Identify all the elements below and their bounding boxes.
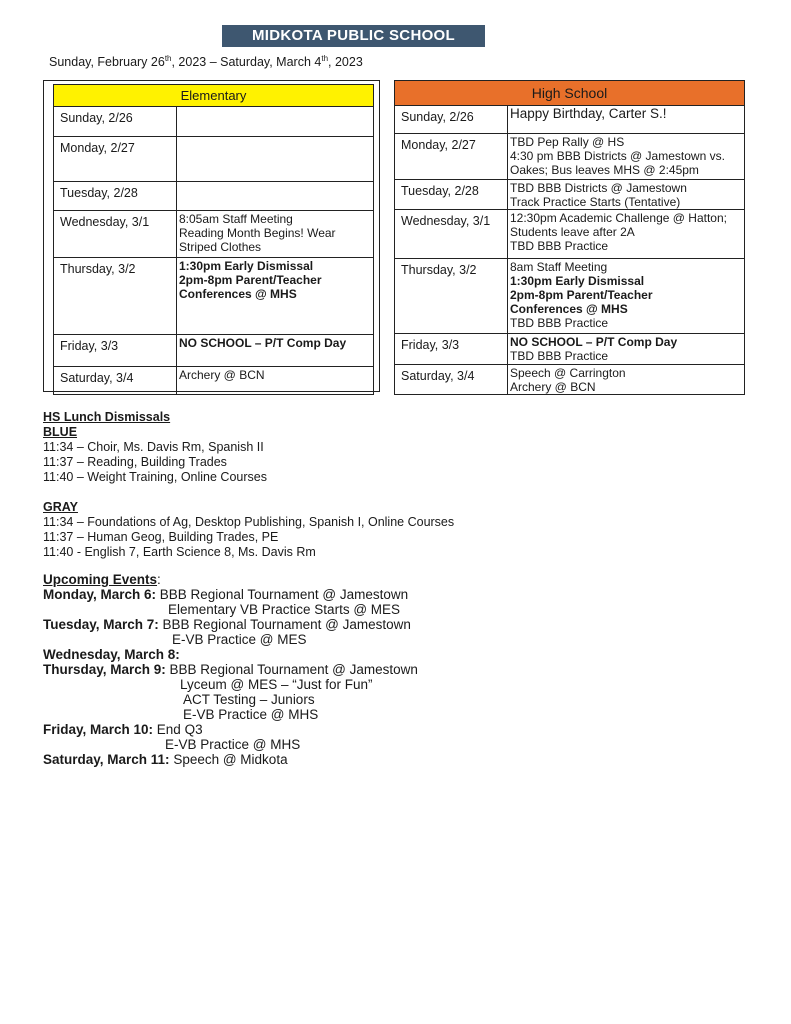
gray-label: GRAY bbox=[43, 500, 78, 514]
events-cell bbox=[177, 211, 374, 258]
event-line: Oakes; Bus leaves MHS @ 2:45pm bbox=[510, 163, 699, 177]
event-line: Students leave after 2A bbox=[510, 225, 635, 239]
event-line: Conferences @ MHS bbox=[510, 302, 628, 316]
event-row bbox=[43, 692, 418, 707]
event-date-label: Friday, March 10: bbox=[43, 722, 154, 737]
event-row bbox=[43, 707, 418, 722]
day-cell: Friday, 3/3 bbox=[54, 335, 177, 367]
event-date-label: Monday, March 6: bbox=[43, 587, 157, 602]
day-cell: Tuesday, 2/28 bbox=[395, 180, 508, 210]
elementary-header: Elementary bbox=[54, 85, 374, 107]
event-line: 8:05am Staff Meeting bbox=[179, 212, 293, 226]
dismissal-line: 11:37 – Human Geog, Building Trades, PE bbox=[43, 530, 279, 544]
day-cell: Sunday, 2/26 bbox=[395, 106, 508, 134]
day-cell: Saturday, 3/4 bbox=[54, 367, 177, 395]
event-line: 2pm-8pm Parent/Teacher bbox=[510, 288, 653, 302]
dismissal-line: 11:40 - English 7, Earth Science 8, Ms. Davis Rm bbox=[43, 545, 316, 559]
event-row bbox=[43, 752, 418, 767]
event-line: 2pm-8pm Parent/Teacher bbox=[179, 273, 322, 287]
events-cell bbox=[508, 365, 745, 395]
event-line: TBD BBB Practice bbox=[510, 316, 609, 330]
day-cell: Saturday, 3/4 bbox=[395, 365, 508, 395]
event-text: E-VB Practice @ MES bbox=[172, 632, 307, 647]
schedule-row bbox=[54, 211, 374, 258]
event-row bbox=[43, 722, 418, 737]
event-line: TBD Pep Rally @ HS bbox=[510, 135, 625, 149]
dismissal-line: 11:34 – Foundations of Ag, Desktop Publishing, Spanish I, Online Courses bbox=[43, 515, 455, 529]
schedule-row bbox=[395, 106, 745, 134]
elementary-schedule-table bbox=[53, 84, 374, 395]
upcoming-heading: Upcoming Events bbox=[43, 572, 158, 587]
day-cell: Thursday, 3/2 bbox=[54, 258, 177, 335]
day-cell: Wednesday, 3/1 bbox=[54, 211, 177, 258]
schedule-row bbox=[395, 259, 745, 334]
event-line: 4:30 pm BBB Districts @ Jamestown vs. bbox=[510, 149, 725, 163]
schedule-row bbox=[54, 367, 374, 395]
events-cell bbox=[177, 182, 374, 211]
event-line: 1:30pm Early Dismissal bbox=[510, 274, 645, 288]
event-line: 12:30pm Academic Challenge @ Hatton; bbox=[510, 211, 727, 225]
event-row bbox=[43, 647, 418, 662]
event-date-label: Saturday, March 11: bbox=[43, 752, 170, 767]
event-line: 1:30pm Early Dismissal bbox=[179, 259, 314, 273]
gray-list bbox=[43, 515, 454, 560]
event-text: BBB Regional Tournament @ Jamestown bbox=[158, 617, 411, 632]
events-cell bbox=[177, 367, 374, 395]
blue-list bbox=[43, 440, 454, 485]
event-date-label: Wednesday, March 8: bbox=[43, 647, 180, 662]
schedule-row bbox=[54, 137, 374, 182]
schedule-row bbox=[54, 258, 374, 335]
events-cell bbox=[508, 106, 745, 134]
lunch-heading: HS Lunch Dismissals bbox=[43, 410, 171, 424]
event-row bbox=[43, 617, 418, 632]
events-cell bbox=[177, 137, 374, 182]
upcoming-events: Upcoming Events: Monday, March 6: BBB Regional Tournament @ Jamestown Elementary VB Practice Starts @ MES Tuesday, March 7: BBB Regional Tournament @ Jamestown E-VB Practice @ MES Wednesday, March 8: Thursday, March 9: BBB Regional Tournament @ Jamestown Lyceum @ MES – “Just for Fun” ACT Testing – Juniors E-VB Practice @ MHS Friday, March 10: End Q3 E-VB Practice @ MHS Saturday, March 11: Speech @ Midkota bbox=[43, 572, 418, 767]
event-row bbox=[43, 587, 418, 602]
date-range: Sunday, February 26th, 2023 – Saturday, March 4th, 2023 bbox=[49, 54, 363, 70]
event-text: Lyceum @ MES – “Just for Fun” bbox=[180, 677, 373, 692]
day-cell: Wednesday, 3/1 bbox=[395, 210, 508, 259]
event-text: BBB Regional Tournament @ Jamestown bbox=[165, 662, 418, 677]
schedule-row bbox=[395, 365, 745, 395]
events-cell bbox=[177, 258, 374, 335]
event-text: ACT Testing – Juniors bbox=[183, 692, 315, 707]
day-cell: Monday, 2/27 bbox=[54, 137, 177, 182]
event-row bbox=[43, 737, 418, 752]
event-line: Happy Birthday, Carter S.! bbox=[510, 106, 667, 121]
events-cell bbox=[508, 134, 745, 180]
events-cell bbox=[508, 334, 745, 365]
event-text: E-VB Practice @ MHS bbox=[183, 707, 319, 722]
event-line: NO SCHOOL – P/T Comp Day bbox=[510, 335, 678, 349]
events-list bbox=[43, 587, 418, 767]
day-cell: Tuesday, 2/28 bbox=[54, 182, 177, 211]
event-line: Speech @ Carrington bbox=[510, 366, 626, 380]
schedule-row bbox=[54, 182, 374, 211]
event-text: Speech @ Midkota bbox=[169, 752, 288, 767]
event-line: Archery @ BCN bbox=[510, 380, 596, 394]
event-text: End Q3 bbox=[153, 722, 203, 737]
event-text: Elementary VB Practice Starts @ MES bbox=[168, 602, 401, 617]
schedule-row bbox=[395, 210, 745, 259]
event-line: Striped Clothes bbox=[179, 240, 262, 254]
day-cell: Sunday, 2/26 bbox=[54, 107, 177, 137]
event-line: Archery @ BCN bbox=[179, 368, 265, 382]
day-cell: Friday, 3/3 bbox=[395, 334, 508, 365]
school-title: MIDKOTA PUBLIC SCHOOL bbox=[222, 25, 485, 47]
event-line: TBD BBB Practice bbox=[510, 239, 609, 253]
day-cell: Monday, 2/27 bbox=[395, 134, 508, 180]
schedule-row bbox=[395, 334, 745, 365]
event-row bbox=[43, 677, 418, 692]
events-cell bbox=[508, 180, 745, 210]
event-line: Reading Month Begins! Wear bbox=[179, 226, 336, 240]
event-line: Conferences @ MHS bbox=[179, 287, 297, 301]
events-cell bbox=[508, 210, 745, 259]
event-row bbox=[43, 602, 418, 617]
day-cell: Thursday, 3/2 bbox=[395, 259, 508, 334]
event-line: NO SCHOOL – P/T Comp Day bbox=[179, 336, 347, 350]
event-date-label: Tuesday, March 7: bbox=[43, 617, 159, 632]
schedule-row bbox=[395, 134, 745, 180]
event-line: 8am Staff Meeting bbox=[510, 260, 608, 274]
event-line: TBD BBB Districts @ Jamestown bbox=[510, 181, 687, 195]
events-cell bbox=[177, 107, 374, 137]
high-school-schedule-table bbox=[394, 80, 745, 395]
dismissal-line: 11:40 – Weight Training, Online Courses bbox=[43, 470, 267, 484]
event-row bbox=[43, 632, 418, 647]
dismissal-line: 11:34 – Choir, Ms. Davis Rm, Spanish II bbox=[43, 440, 264, 454]
event-date-label: Thursday, March 9: bbox=[43, 662, 166, 677]
event-line: Track Practice Starts (Tentative) bbox=[510, 195, 681, 209]
event-line: TBD BBB Practice bbox=[510, 349, 609, 363]
event-row bbox=[43, 662, 418, 677]
events-cell bbox=[508, 259, 745, 334]
lunch-dismissals bbox=[43, 410, 454, 560]
event-text: BBB Regional Tournament @ Jamestown bbox=[156, 587, 409, 602]
schedule-row bbox=[54, 335, 374, 367]
blue-label: BLUE bbox=[43, 425, 78, 439]
events-cell bbox=[177, 335, 374, 367]
high-school-header: High School bbox=[395, 81, 745, 106]
event-text: E-VB Practice @ MHS bbox=[165, 737, 301, 752]
schedule-row bbox=[395, 180, 745, 210]
dismissal-line: 11:37 – Reading, Building Trades bbox=[43, 455, 227, 469]
schedule-row bbox=[54, 107, 374, 137]
